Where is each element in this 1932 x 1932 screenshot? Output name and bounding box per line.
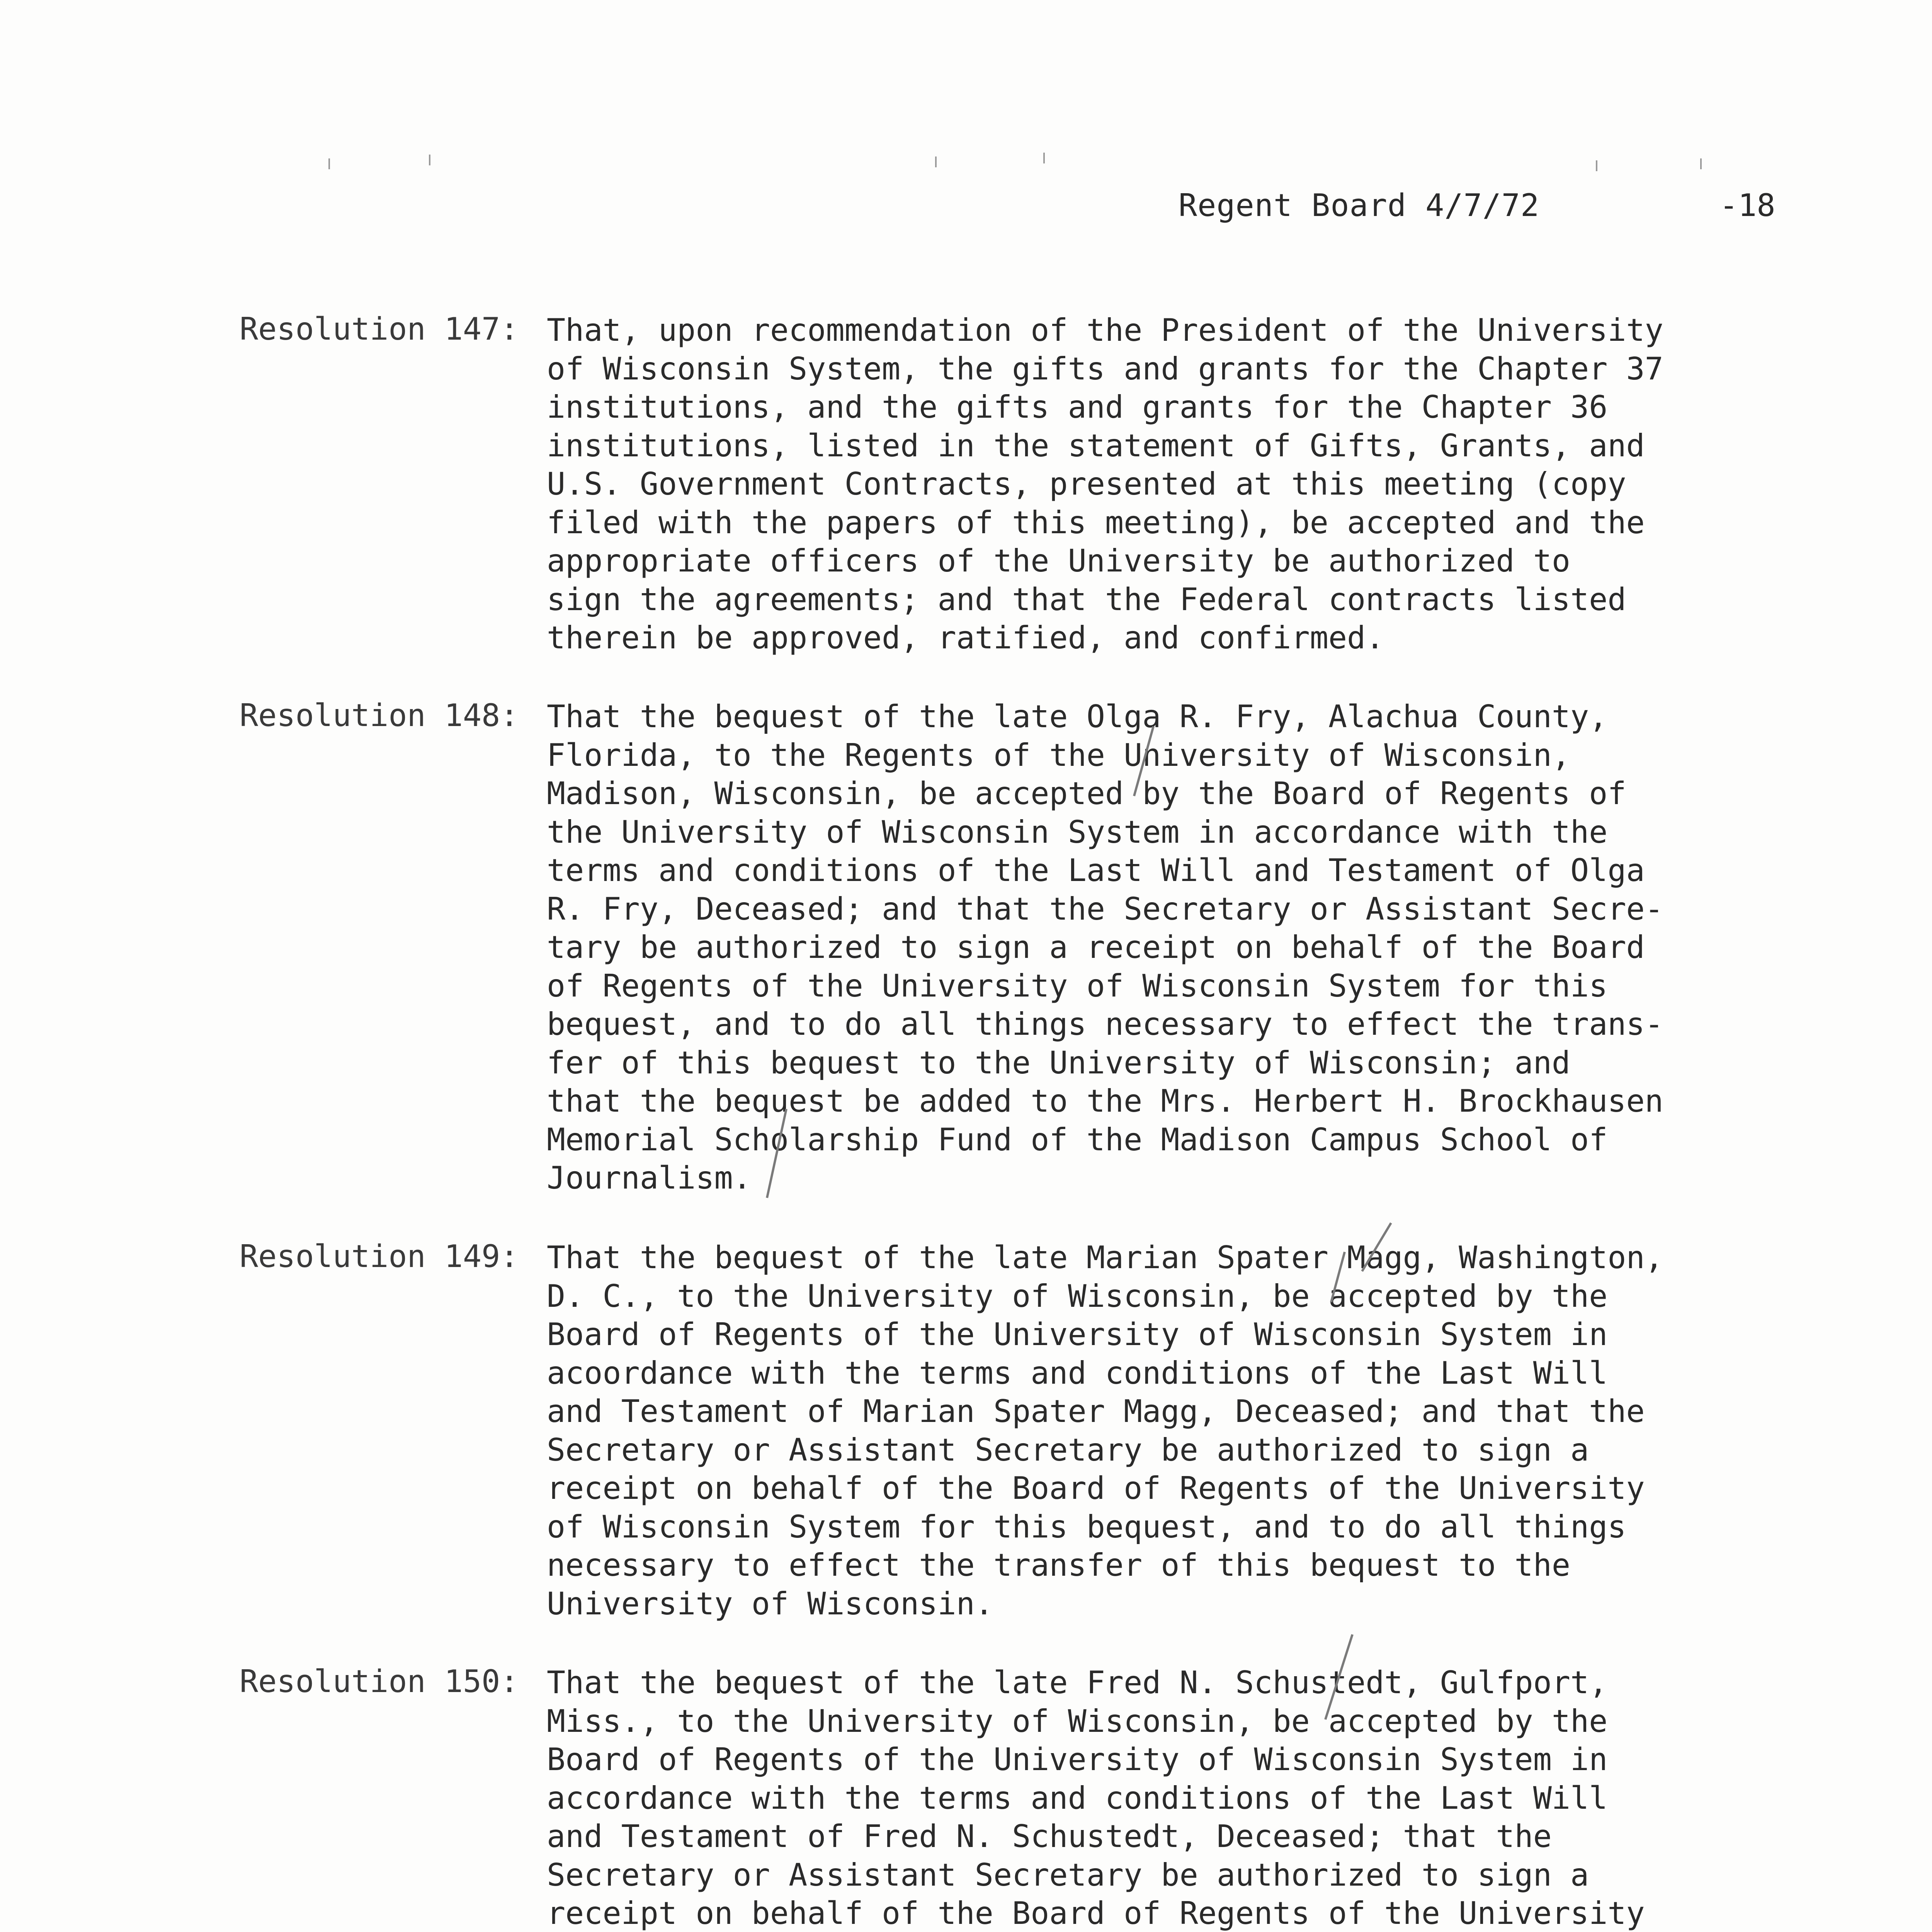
resolution-label: Resolution 147: [240,311,519,347]
resolution-text: That the bequest of the late Marian Spater Magg, Washington, D. C., to the University of Wisconsin, be accepted by the Board of Regents of the University of Wisconsin System in acoordance with the terms and conditions of the Last Will and Testament of Marian Spater Magg, Deceased; and that the Secretary or Assistant Secretary be authorized to sign a receipt on behalf of the Board of Regents of the University of Wisconsin System for this bequest, and to do all things necessary to effect the transfer of this bequest to the University of Wisconsin. [547,1240,1663,1622]
pencil-check-icon [1362,1223,1391,1271]
pencil-check-icon [1134,726,1153,796]
resolution-label: Resolution 148: [240,697,519,733]
resolution-text: That the bequest of the late Olga R. Fry, Alachua County, Florida, to the Regents of the University of Wisconsin, Madison, Wisconsin, be accepted by the Board of Regents of the University of Wisconsin System in accordance with the terms and conditions of the Last Will and Testament of Olga R. Fry, Deceased; and that the Secretary or Assistant Secre- tary be authorized to sign a receipt on behalf of the Board of Regents of the University of Wisconsin System for this bequest, and to do all things necessary to effect the trans- fer of this bequest to the University of Wisconsin; and that the bequest be added to the Mrs. Herbert H. Brockhausen Memorial Scholarship Fund of the Madison Campus School of Journalism. [547,699,1663,1196]
resolution-text: That the bequest of the late Fred N. Schustedt, Gulfport, Miss., to the University of Wisconsin, be accepted by the Board of Regents of the University of Wisconsin System in accordance with the terms and conditions of the Last Will and Testament of Fred N. Schustedt, Deceased; that the Secretary or Assistant Secretary be authorized to sign a receipt on behalf of the Board of Regents of the University [547,1665,1645,1931]
resolution-label: Resolution 149: [240,1238,519,1274]
resolution-text: That, upon recommendation of the President of the University of Wisconsin System, the gifts and grants for the Chapter 37 institutions, and the gifts and grants for the Chapter 36 institutions, listed in the statement of Gifts, Grants, and U.S. Government Contracts, presented at this meeting (copy filed with the papers of this meeting), be accepted and the appropriate officers of the University be authorized to sign the agreements; and that the Federal contracts listed therein be approved, ratified, and confirmed. [547,312,1663,656]
pencil-check-icon [767,1109,786,1198]
header-reference: Regent Board 4/7/72 [1179,187,1540,223]
header-page-number: -18 [1719,187,1776,223]
resolution-label: Resolution 150: [240,1663,519,1699]
pencil-check-icon [1325,1634,1352,1719]
pencil-check-icon [1331,1252,1345,1302]
